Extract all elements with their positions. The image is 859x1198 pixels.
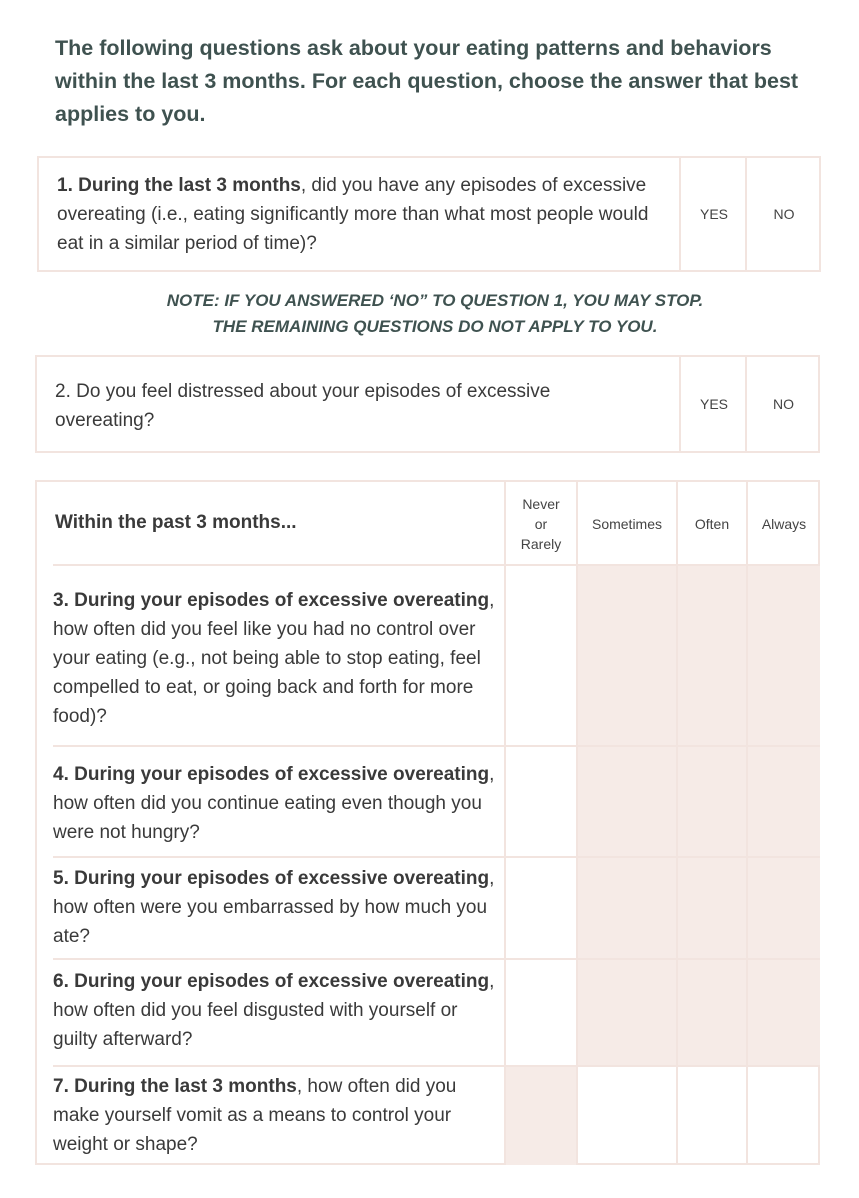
col-never-line: or <box>534 516 548 532</box>
question-4-text: 4. During your episodes of excessive overeating, how often did you continue eating even though you were not hungry? <box>53 764 495 843</box>
q2-yes-option[interactable] <box>679 357 747 451</box>
grid-divider <box>53 1065 820 1067</box>
q6-never-cell[interactable] <box>506 960 578 1065</box>
note-line-2: THE REMAINING QUESTIONS DO NOT APPLY TO YOU. <box>212 317 658 336</box>
q7-sometimes-cell[interactable] <box>578 1067 678 1165</box>
q1-yes-label: YES <box>699 206 728 222</box>
question-6-text: 6. During your episodes of excessive overeating, how often did you feel disgusted with yourself or guilty afterward? <box>53 971 495 1050</box>
note-line-1: NOTE: IF YOU ANSWERED ‘NO” TO QUESTION 1, YOU MAY STOP. <box>166 291 704 310</box>
question-2-box <box>35 355 820 453</box>
q5-always-cell[interactable] <box>748 858 820 958</box>
question-1-text: 1. During the last 3 months, did you have any episodes of excessive overeating (i.e., eating significantly more than what most people would eat in a similar period of time)? <box>57 175 649 254</box>
q3-sometimes-cell[interactable] <box>578 566 678 745</box>
q4-never-cell[interactable] <box>506 747 578 856</box>
q7-never-cell[interactable] <box>506 1067 578 1165</box>
q1-no-label: NO <box>773 206 795 222</box>
grid-divider <box>53 564 820 566</box>
q3-never-cell[interactable] <box>506 566 578 745</box>
q5-never-cell[interactable] <box>506 858 578 958</box>
grid-divider <box>746 482 748 1165</box>
q6-often-cell[interactable] <box>678 960 748 1065</box>
q2-no-label: NO <box>773 396 794 412</box>
q4-always-cell[interactable] <box>748 747 820 856</box>
q2-no-option[interactable] <box>745 357 820 451</box>
question-2-text: 2. Do you feel distressed about your episodes of excessive overeating? <box>55 381 551 431</box>
grid-divider <box>676 482 678 1165</box>
q6-always-cell[interactable] <box>748 960 820 1065</box>
q5-sometimes-cell[interactable] <box>578 858 678 958</box>
q4-often-cell[interactable] <box>678 747 748 856</box>
question-5-text: 5. During your episodes of excessive overeating, how often were you embarrassed by how much you ate? <box>53 868 495 947</box>
grid-divider <box>576 482 578 1165</box>
col-never-or-rarely <box>506 494 576 554</box>
q7-always-cell[interactable] <box>748 1067 820 1165</box>
q1-yes-option[interactable] <box>679 158 747 270</box>
col-sometimes: Sometimes <box>591 516 663 532</box>
grid-divider <box>504 482 506 1165</box>
col-never-line: Never <box>522 496 560 512</box>
q1-no-option[interactable] <box>745 158 821 270</box>
grid-divider <box>53 745 820 747</box>
q6-sometimes-cell[interactable] <box>578 960 678 1065</box>
grid-divider <box>53 958 820 960</box>
grid-divider <box>53 856 820 858</box>
question-3-text: 3. During your episodes of excessive overeating, how often did you feel like you had no control over your eating (e.g., not being able to stop eating, feel compelled to eat, or going back and forth for more food)? <box>53 590 495 727</box>
stop-note <box>60 288 810 340</box>
grid-heading: Within the past 3 months... <box>55 512 297 533</box>
q2-yes-label: YES <box>699 396 728 412</box>
instructions-text: The following questions ask about your eating patterns and behaviors within the last 3 months. For each question, choose the answer that best applies to you. <box>55 36 799 126</box>
frequency-grid <box>35 480 820 1165</box>
q5-often-cell[interactable] <box>678 858 748 958</box>
col-often: Often <box>694 516 730 532</box>
q7-often-cell[interactable] <box>678 1067 748 1165</box>
q3-often-cell[interactable] <box>678 566 748 745</box>
q4-sometimes-cell[interactable] <box>578 747 678 856</box>
question-1-box <box>37 156 821 272</box>
question-7-text: 7. During the last 3 months, how often did you make yourself vomit as a means to control your weight or shape? <box>53 1076 457 1155</box>
q3-always-cell[interactable] <box>748 566 820 745</box>
col-always: Always <box>761 516 807 532</box>
col-never-line: Rarely <box>520 536 562 552</box>
